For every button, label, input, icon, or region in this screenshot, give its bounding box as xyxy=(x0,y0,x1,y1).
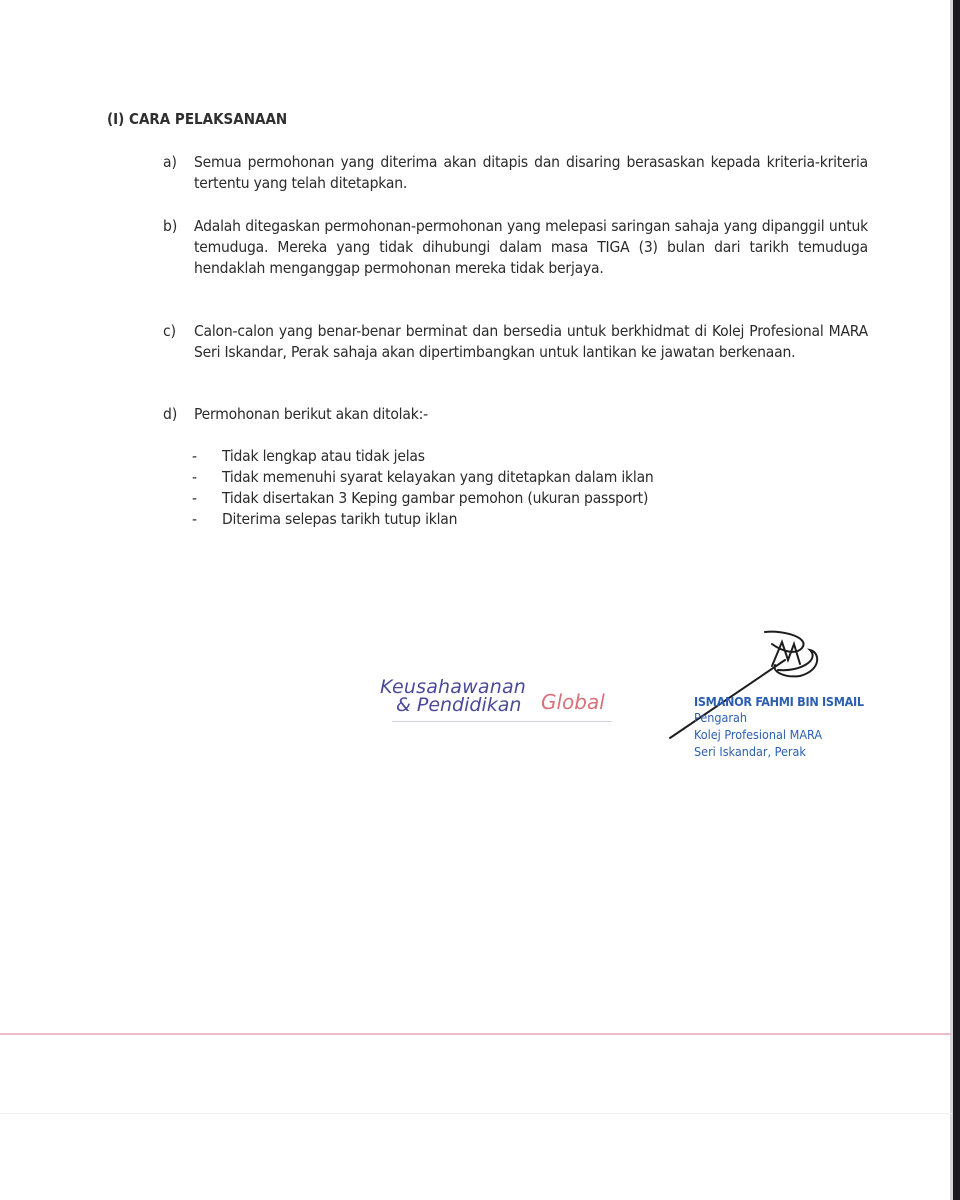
bullet-marker: - xyxy=(192,447,197,465)
signature-block xyxy=(694,694,864,760)
signatory-org: Kolej Profesional MARA xyxy=(694,727,823,742)
bullet-item: - Tidak lengkap atau tidak jelas xyxy=(192,447,425,465)
logo-line-2: & Pendidikan xyxy=(396,694,522,716)
item-label: d) xyxy=(163,405,178,423)
logo-line-3: Global xyxy=(541,690,605,714)
item-text: Semua permohonan yang diterima akan ditapis dan disaring berasaskan kepada kriteria-kriteria tertentu yang telah ditetapkan. xyxy=(194,153,868,192)
signatory-location: Seri Iskandar, Perak xyxy=(694,744,806,759)
item-text: Permohonan berikut akan ditolak:- xyxy=(194,405,428,423)
bullet-marker: - xyxy=(192,489,197,507)
rejection-list xyxy=(192,446,654,530)
list-item-a xyxy=(163,152,868,194)
logo-underline xyxy=(392,721,612,722)
section-heading: (I) CARA PELAKSANAAN xyxy=(107,110,288,128)
item-text: Adalah ditegaskan permohonan-permohonan yang melepasi saringan sahaja yang dipanggil untuk temuduga. Mereka yang tidak dihubungi dalam masa TIGA (3) bulan dari tarikh temuduga hendaklah menganggap permohonan mereka tidak berjaya. xyxy=(194,217,868,277)
footer-rule xyxy=(0,1033,952,1035)
bullet-item: - Tidak memenuhi syarat kelayakan yang ditetapkan dalam iklan xyxy=(192,468,654,486)
signatory-name: ISMANOR FAHMI BIN ISMAIL xyxy=(694,694,864,709)
logo-line-1: Keusahawanan xyxy=(380,676,527,698)
footer-rule-faint xyxy=(0,1113,952,1114)
watermark-logo xyxy=(380,676,620,726)
list-item-b xyxy=(163,216,868,279)
bullet-marker: - xyxy=(192,510,197,528)
bullet-item: - Diterima selepas tarikh tutup iklan xyxy=(192,510,458,528)
item-text: Calon-calon yang benar-benar berminat dan bersedia untuk berkhidmat di Kolej Profesional MARA Seri Iskandar, Perak sahaja akan dipertimbangkan untuk lantikan ke jawatan berkenaan. xyxy=(194,322,868,361)
item-label: c) xyxy=(163,322,177,340)
item-label: a) xyxy=(163,153,177,171)
signatory-title: Pengarah xyxy=(694,710,748,725)
list-item-d xyxy=(163,404,868,425)
bullet-item: - Tidak disertakan 3 Keping gambar pemohon (ukuran passport) xyxy=(192,489,649,507)
page-edge xyxy=(953,0,960,1200)
list-item-c xyxy=(163,321,868,363)
item-label: b) xyxy=(163,217,178,235)
bullet-marker: - xyxy=(192,468,197,486)
